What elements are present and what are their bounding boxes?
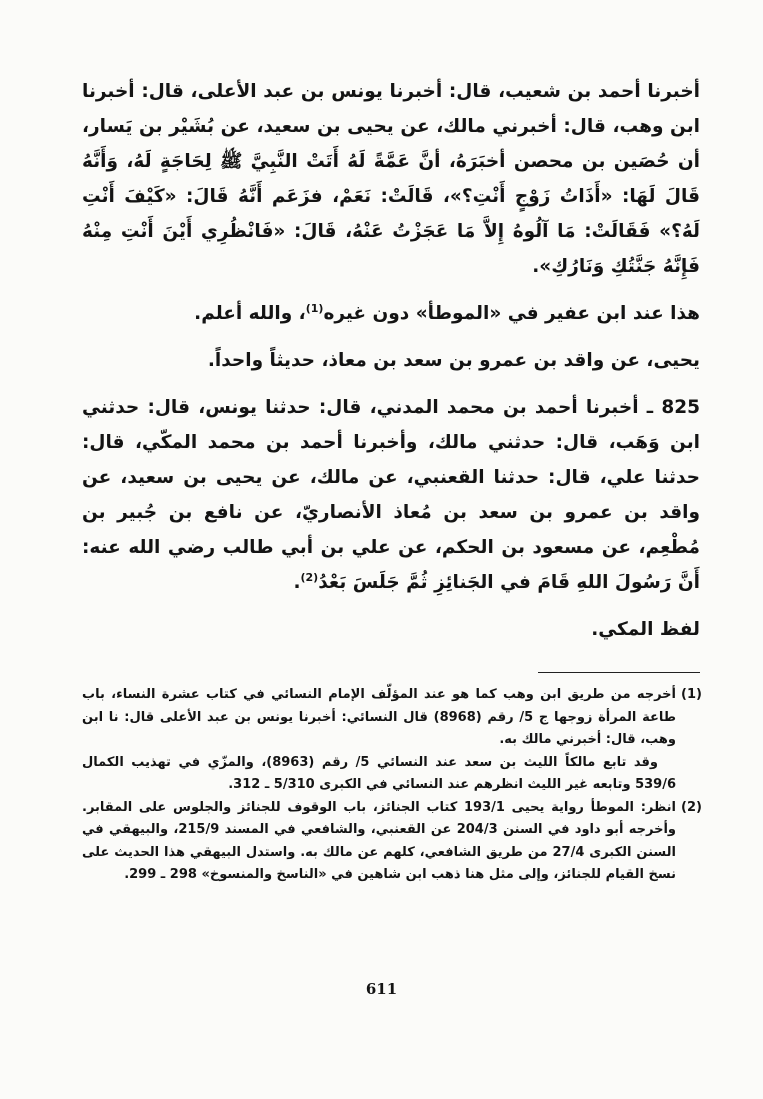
footnote-divider — [538, 672, 700, 673]
footnote-1 — [82, 684, 702, 797]
footnote-ref-1[interactable]: (1) — [305, 301, 324, 315]
hadith-text-end: . — [293, 572, 301, 593]
footnotes — [82, 684, 702, 887]
footnote-paragraph: انظر: الموطأ رواية يحيى 193/1 كتاب الجنائز، باب الوقوف للجنائز والجلوس على المقابر. وأخرجه أبو داود في السنن 204/3 عن القعنبي، والشافعي في المسند 215/9، والبيهقي في السنن الكبرى 27/4 من طريق الشافعي، كلهم عن مالك به. واستدل البيهقي هذا الحديث على نسخ القيام للجنائز، وإلى مثل هنا ذهب ابن شاهين في «الناسخ والمنسوخ» 298 ـ 299. — [82, 799, 677, 882]
paragraph-hadith-1: أخبرنا أحمد بن شعيب، قال: أخبرنا يونس بن عبد الأعلى، قال: أخبرنا ابن وهب، قال: أخبرني مالك، عن يحيى بن سعيد، عن بُشَيْر بن يَسار، أن حُصَين بن محصن أخبَرَهُ، أنَّ عَمَّةً لَهُ أَتَتْ النَّبِيَّ ﷺ لِحَاجَةٍ لَهُ، وَأَنَّهُ قَالَ لَهَا: «أَذَاتُ زَوْجٍ أَنْتِ؟»، قَالَتْ: نَعَمْ، فزَعَم أَنَّهُ قَالَ: «كَيْفَ أَنْتِ لَهُ؟» فَقَالَتْ: مَا آلُوهُ إِلاَّ مَا عَجَزْتُ عَنْهُ، قَالَ: «فَانْظُرِي أَيْنَ أَنْتِ مِنْهُ فَإِنَّهُ جَنَّتُكِ وَنَارُكِ». — [82, 81, 700, 277]
footnote-body — [82, 797, 676, 887]
note-text-end: ، والله أعلم. — [194, 303, 306, 324]
footnote-2 — [82, 797, 702, 887]
footnote-number: (2) — [681, 799, 702, 815]
page-number: 611 — [365, 980, 398, 998]
paragraph-narrator: يحيى، عن واقد بن عمرو بن سعد بن معاذ، حديثاً واحداً. — [207, 350, 700, 371]
footnote-paragraph: وقد تابع مالكاً الليث بن سعد عند النسائي 5/ رقم (8963)، والمزّي في تهذيب الكمال 539/6 وتابعه غير الليث انظرهم عند النسائي في الكبرى 5/310 ـ 312. — [82, 754, 676, 792]
footnote-ref-2[interactable]: (2) — [300, 570, 319, 584]
footnote-body — [82, 684, 676, 797]
main-text — [82, 74, 700, 647]
footnote-paragraph: أخرجه من طريق ابن وهب كما هو عند المؤلّف الإمام النسائي في كتاب عشرة النساء، باب طاعة المرأة زوجها ج 5/ رقم (8968) قال النسائي: أخبرنا يونس بن عبد الأعلى قال: نا ابن وهب، قال: أخبرني مالك به. — [82, 687, 676, 747]
paragraph-note — [82, 296, 700, 331]
hadith-text: أخبرنا أحمد بن محمد المدني، قال: حدثنا يونس، قال: حدثني ابن وَهَب، قال: حدثني مالك، وأخبرنا أحمد بن محمد المكّي، قال: حدثنا علي، قال: حدثنا القعنبي، عن مالك، عن يحيى بن سعيد، عن واقد بن عمرو بن سعد بن مُعاذ الأنصاريّ، عن نافع بن جُبير بن مُطْعِم، عن مسعود بن الحكم، عن علي بن أبي طالب رضي الله عنه: أَنَّ رَسُولَ اللهِ قَامَ في الجَنائِزِ ثُمَّ جَلَسَ بَعْدُ — [82, 397, 700, 593]
hadith-number: 825 ـ — [646, 397, 700, 418]
paragraph-wording: لفظ المكي. — [591, 619, 700, 640]
paragraph-hadith-825 — [82, 390, 700, 600]
note-text: هذا عند ابن عفير في «الموطأ» دون غيره — [323, 303, 700, 324]
footnote-number: (1) — [681, 687, 702, 702]
